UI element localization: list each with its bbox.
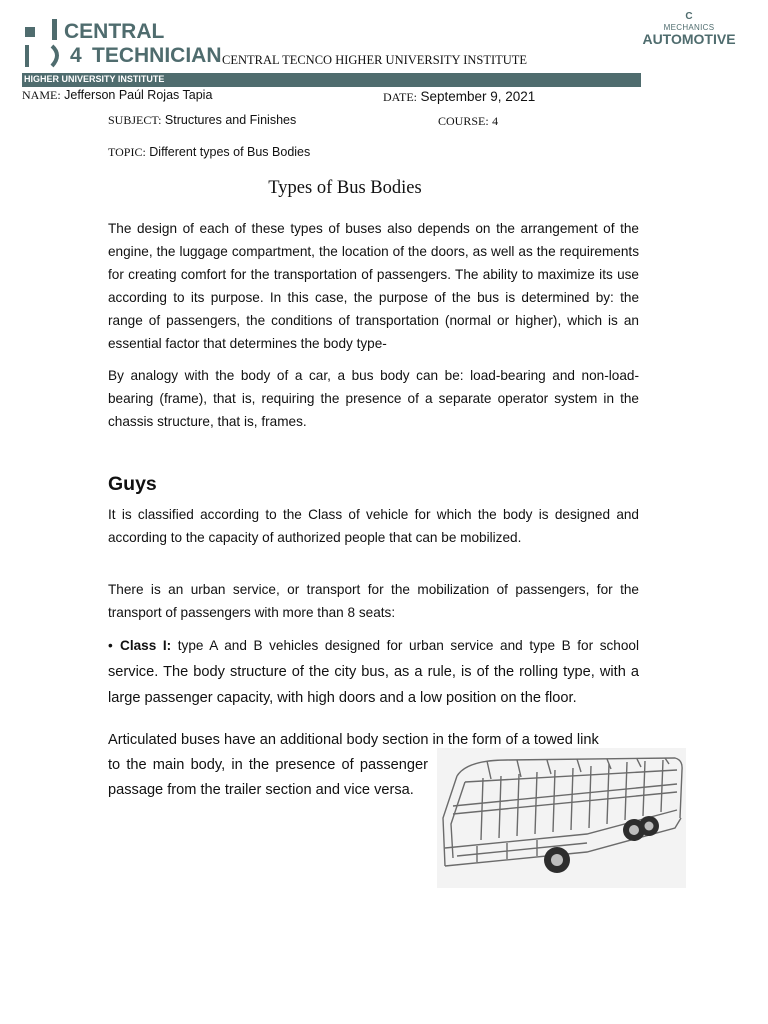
institute-name: CENTRAL TECNCO HIGHER UNIVERSITY INSTITUTE: [222, 53, 528, 67]
paragraph-articulated-first-line: Articulated buses have an additional body section in the form of a towed link: [108, 732, 599, 748]
bus-frame-illustration: [437, 748, 686, 888]
topic-label: TOPIC:: [108, 145, 146, 159]
bullet-text-continued: service. The body structure of the city bus, as a rule, is of the rolling type, with a large passenger capacity, with high doors and a low position on the floor.: [108, 663, 639, 706]
bullet-class-one: [108, 633, 639, 712]
document-title: Types of Bus Bodies: [268, 178, 422, 198]
header-band: [22, 73, 641, 87]
bullet-label: Class I:: [120, 638, 172, 653]
bullet-text-first-line: type A and B vehicles designed for urban service and type B for school: [177, 638, 639, 653]
logo-text-technician: TECHNICIAN: [92, 44, 222, 67]
paragraph-design: The design of each of these types of buses also depends on the arrangement of the engine, the luggage compartment, the location of the doors, as well as the requirements for creating comfort for the transportation of passengers. The ability to maximize its use according to its purpose. In this case, the purpose of the bus is determined by: the range of passengers, the conditions of transportation (normal or higher), which is an essential factor that determines the body type-: [108, 221, 639, 351]
name-label: NAME:: [22, 88, 61, 102]
course-line: [438, 114, 498, 129]
topic-value: Different types of Bus Bodies: [149, 145, 311, 159]
student-name: [22, 88, 212, 103]
automotive-logo-mechanics: MECHANICS: [663, 23, 715, 32]
automotive-mechanics-logo: [642, 12, 736, 46]
logo-text-central: CENTRAL: [64, 20, 165, 43]
subject-label: SUBJECT:: [108, 113, 162, 127]
name-value: Jefferson Paúl Rojas Tapia: [64, 88, 213, 102]
paragraph-analogy: By analogy with the body of a car, a bus body can be: load-bearing and non-load-bearing (frame), that is, requiring the presence of a separate operator system in the chassis structure, that is, frames.: [108, 368, 639, 429]
date-label: DATE:: [383, 90, 417, 104]
logo-number: 4: [70, 44, 82, 67]
paragraph-classification: It is classified according to the Class of vehicle for which the body is designed and according to the capacity of authorized people that can be mobilized.: [108, 507, 639, 545]
bullet-symbol: •: [108, 638, 113, 653]
institute-logo-mark: [22, 18, 70, 70]
automotive-logo-letter: C: [685, 11, 693, 22]
subject-line: [108, 113, 296, 128]
section-heading: Guys: [108, 473, 157, 495]
automotive-logo-automotive: AUTOMOTIVE: [642, 31, 736, 47]
header-band-text: HIGHER UNIVERSITY INSTITUTE: [24, 74, 165, 84]
topic-line: [108, 145, 310, 160]
course-value: 4: [492, 114, 499, 128]
document-date: [383, 89, 535, 105]
paragraph-articulated-continued: to the main body, in the presence of passenger passage from the trailer section and vice versa.: [108, 757, 428, 798]
course-label: COURSE:: [438, 114, 489, 128]
subject-value: Structures and Finishes: [164, 113, 297, 127]
date-value: September 9, 2021: [420, 89, 536, 104]
paragraph-urban-service: There is an urban service, or transport for the mobilization of passengers, for the transport of passengers with more than 8 seats:: [108, 582, 639, 620]
